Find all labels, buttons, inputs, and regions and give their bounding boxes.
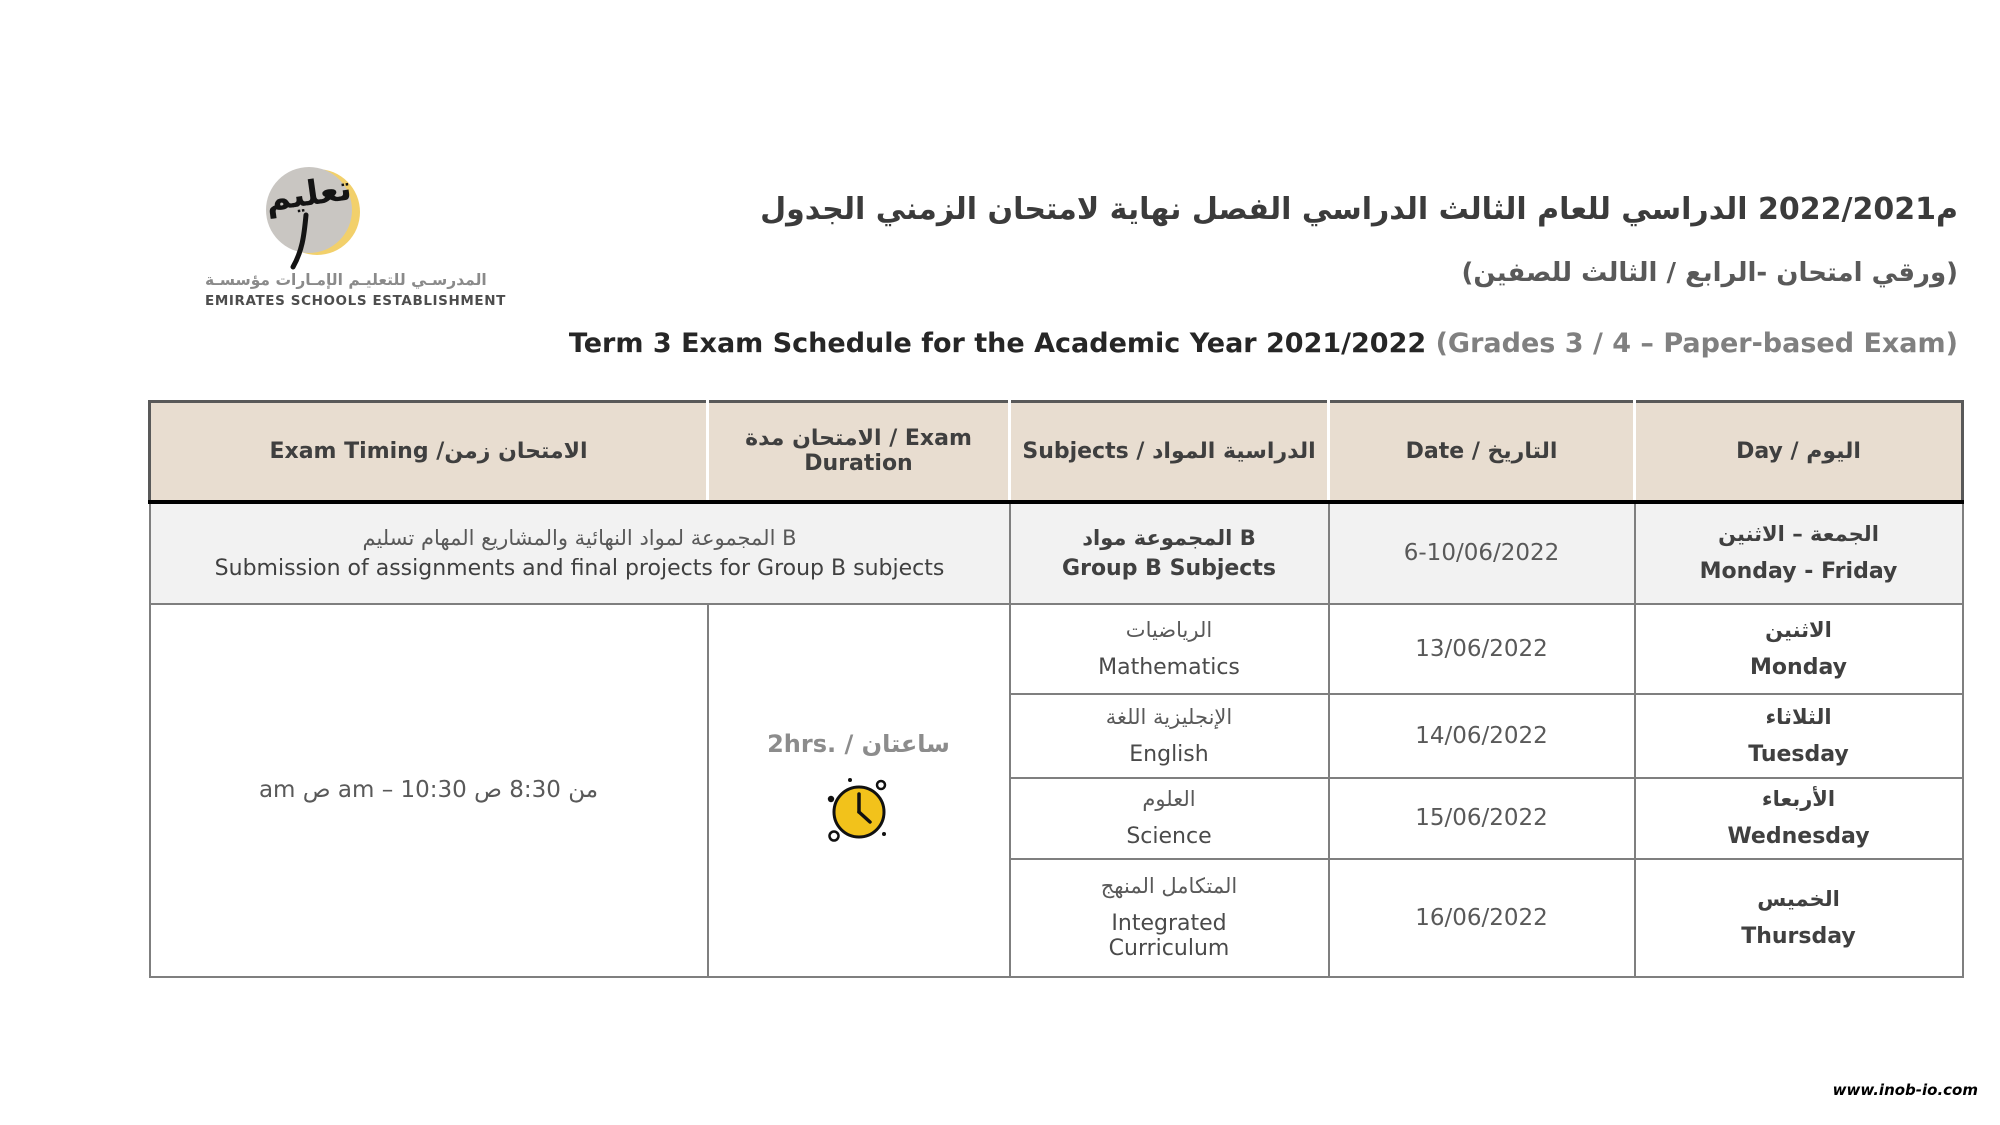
logo-mark <box>260 165 360 261</box>
submission-arabic: تسليم المهام والمشاريع النهائية لمواد المجموعة B <box>362 525 797 550</box>
logo-org-name-arabic: مؤسسـة الإمـارات للتعليـم المدرسـي <box>205 271 487 289</box>
day-english: Monday <box>1750 654 1847 680</box>
date-value: 15/06/2022 <box>1415 805 1548 831</box>
header-exam-duration <box>708 402 1010 502</box>
logo-gray-circle <box>266 167 352 253</box>
clock-icon <box>820 772 898 850</box>
subject-english: Group B Subjects <box>1062 555 1276 581</box>
day-arabic: الأربعاء <box>1761 787 1836 811</box>
exam-duration-cell <box>708 604 1010 977</box>
day-english: Tuesday <box>1748 741 1849 767</box>
date-value: 13/06/2022 <box>1415 635 1548 662</box>
subject-arabic: مواد المجموعة B <box>1082 525 1256 550</box>
exam-schedule-table <box>148 400 1964 978</box>
exam-timing-value: من 8:30 ص am – 10:30 ص am <box>258 777 599 803</box>
day-arabic: الاثنين – الجمعة <box>1718 522 1879 546</box>
title-english <box>569 328 1958 359</box>
day-arabic: الثلاثاء <box>1765 704 1832 729</box>
day-cell <box>1635 604 1963 694</box>
subject-english: English <box>1129 741 1209 767</box>
title-english-sub: (Grades 3 / 4 – Paper-based Exam) <box>1435 328 1958 359</box>
watermark: www.inob-io.com <box>1832 1081 1978 1099</box>
subject-english: Science <box>1126 824 1212 849</box>
date-cell <box>1329 604 1635 694</box>
header-row <box>150 402 1963 502</box>
day-arabic: الاثنين <box>1765 617 1832 642</box>
day-cell <box>1635 859 1963 977</box>
date-cell <box>1329 859 1635 977</box>
subject-cell <box>1010 604 1329 694</box>
day-cell <box>1635 778 1963 859</box>
subject-english: Mathematics <box>1098 654 1240 680</box>
subject-cell <box>1010 859 1329 977</box>
subject-arabic: العلوم <box>1142 787 1196 811</box>
date-value: 6-10/06/2022 <box>1403 540 1560 566</box>
submission-row <box>150 502 1963 604</box>
submission-cell <box>150 502 1010 604</box>
header-day: Day / اليوم <box>1635 402 1963 502</box>
date-value: 14/06/2022 <box>1415 722 1548 749</box>
exam-row <box>150 604 1963 694</box>
logo-calligraphy-text: تعليم <box>262 168 355 220</box>
subject-arabic: المنهج المتكامل <box>1100 874 1238 898</box>
date-cell <box>1329 694 1635 778</box>
date-cell <box>1329 778 1635 859</box>
subject-arabic: الرياضيات <box>1125 617 1213 642</box>
header-exam-duration-line2: Duration <box>804 451 913 477</box>
title-arabic-sub: (للصفين الثالث / الرابع- امتحان ورقي) <box>1461 258 1958 288</box>
day-cell <box>1635 502 1963 604</box>
header-subjects: Subjects / المواد الدراسية <box>1010 402 1329 502</box>
header-exam-duration-line1: مدة الامتحان / Exam <box>745 426 972 452</box>
subject-arabic: اللغة الإنجليزية <box>1105 704 1233 729</box>
header-exam-timing: Exam Timing /زمن الامتحان <box>150 402 708 502</box>
day-english: Thursday <box>1741 923 1856 949</box>
day-english: Monday - Friday <box>1699 559 1898 584</box>
title-english-main: Term 3 Exam Schedule for the Academic Year 2021/2022 <box>568 328 1427 359</box>
subject-cell <box>1010 694 1329 778</box>
submission-english: Submission of assignments and final projects for Group B subjects <box>214 555 945 581</box>
day-arabic: الخميس <box>1757 886 1840 911</box>
logo-org-name-english: EMIRATES SCHOOLS ESTABLISHMENT <box>205 293 506 309</box>
day-cell <box>1635 694 1963 778</box>
logo <box>205 165 506 309</box>
subject-cell <box>1010 778 1329 859</box>
title-arabic-main: الجدول الزمني لامتحان نهاية الفصل الدراسي الثالث للعام الدراسي 2022/2021م <box>760 192 1958 227</box>
date-cell <box>1329 502 1635 604</box>
subject-cell <box>1010 502 1329 604</box>
date-value: 16/06/2022 <box>1415 904 1548 931</box>
header-date: Date / التاريخ <box>1329 402 1635 502</box>
exam-timing-cell <box>150 604 708 977</box>
exam-duration-value: 2hrs. / ساعتان <box>767 730 950 758</box>
day-english: Wednesday <box>1727 824 1870 849</box>
subject-english: Integrated Curriculum <box>1108 911 1230 961</box>
